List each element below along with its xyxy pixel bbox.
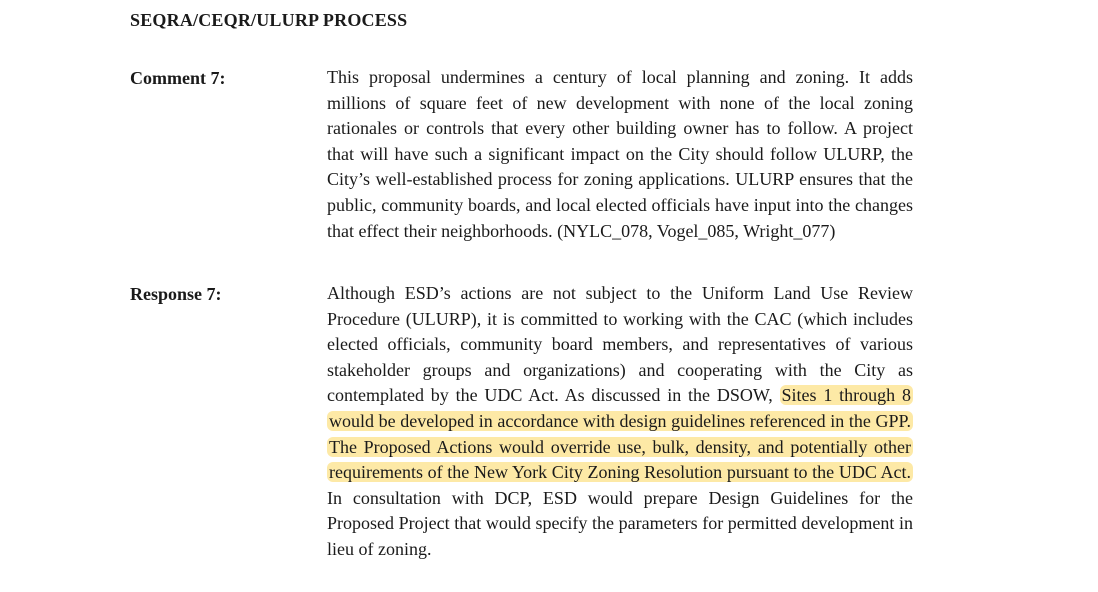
highlighted-text: Sites 1 through 8 would be developed in accordance with design guidelines referenced in the GPP. The Proposed Actions would override use, bulk, density, and potentially other requirements of the New York City Zoning Resolution pursuant to the UDC Act. [329,385,911,483]
response-text-before: Although ESD’s actions are not subject to the Uniform Land Use Review Procedure (ULURP), it is committed to working with the CAC (which includes elected officials, community board members, and representatives of various stakeholder groups and organizations) and cooperating with the City as contemplated by the UDC Act. As discussed in the DSOW, [327,283,913,406]
comment-text: This proposal undermines a century of local planning and zoning. It adds millions of square feet of new development with none of the local zoning rationales or controls that every other building owner has to follow. A project that will have such a significant impact on the City should follow ULURP, the City’s well-established process for zoning applications. ULURP ensures that the public, community boards, and local elected officials have input into the changes that effect their neighborhoods. (NYLC_078, Vogel_085, Wright_077) [327,67,913,241]
response-text [327,281,913,563]
section-heading: SEQRA/CEQR/ULURP PROCESS [130,10,408,30]
comment-label: Comment 7: [130,68,226,88]
response-text-after: In consultation with DCP, ESD would prepare Design Guidelines for the Proposed Project that would specify the parameters for permitted development in lieu of zoning. [327,487,913,559]
response-label: Response 7: [130,284,222,304]
